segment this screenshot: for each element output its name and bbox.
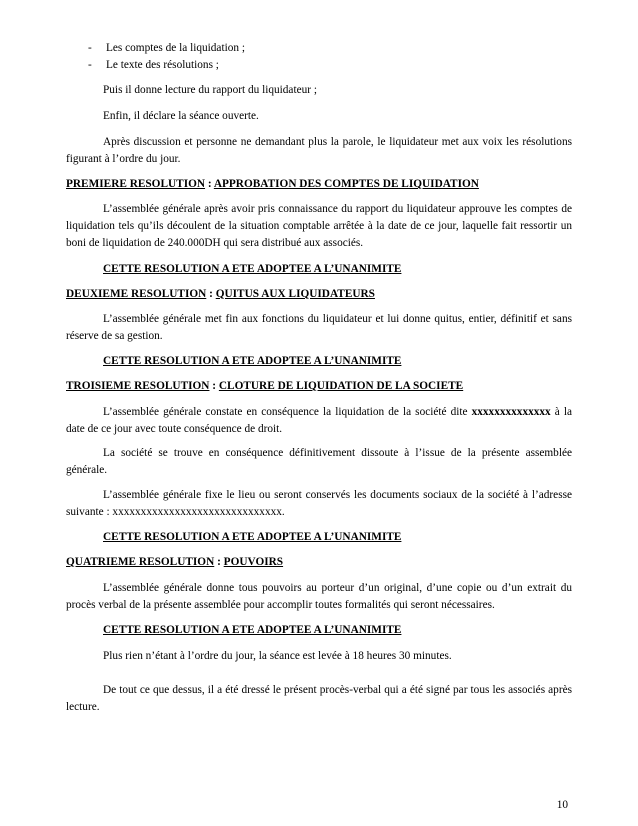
- body-text: à la date de ce jour avec toute conséquence de droit.: [66, 406, 572, 435]
- resolution-2-adopted: CETTE RESOLUTION A ETE ADOPTEE A L’UNANIMITE: [103, 355, 402, 367]
- resolution-4-label: QUATRIEME RESOLUTION: [66, 556, 215, 568]
- company-name: xxxxxxxxxxxxxx: [471, 406, 551, 418]
- bullet-text: Les comptes de la liquidation ;: [106, 42, 245, 54]
- bullet-dash: -: [88, 42, 92, 54]
- heading-separator: :: [214, 556, 224, 568]
- resolution-3-body-dissolution: La société se trouve en conséquence définitivement dissoute à l’issue de la présente assemblée générale.: [66, 447, 572, 476]
- resolution-4-title: POUVOIRS: [223, 556, 284, 568]
- body-text: L’assemblée générale constate en conséquence la liquidation de la société dite: [103, 406, 472, 418]
- intro-paragraph-ouverture: Enfin, il déclare la séance ouverte.: [103, 110, 259, 122]
- resolution-2-body: L’assemblée générale met fin aux fonctions du liquidateur et lui donne quitus, entier, définitif et sans réserve de sa gestion.: [66, 313, 572, 342]
- resolution-3-title: CLOTURE DE LIQUIDATION DE LA SOCIETE: [218, 380, 464, 392]
- resolution-2-title: QUITUS AUX LIQUIDATEURS: [215, 288, 375, 300]
- resolution-1-adopted: CETTE RESOLUTION A ETE ADOPTEE A L’UNANIMITE: [103, 263, 402, 275]
- resolution-3-body-liquidation: [66, 404, 572, 438]
- intro-paragraph-lecture: Puis il donne lecture du rapport du liquidateur ;: [103, 84, 317, 96]
- heading-separator: :: [209, 380, 219, 392]
- closing-paragraph-seance: Plus rien n’étant à l’ordre du jour, la séance est levée à 18 heures 30 minutes.: [103, 650, 452, 662]
- resolution-1-label: PREMIERE RESOLUTION: [66, 178, 206, 190]
- resolution-4-body: L’assemblée générale donne tous pouvoirs au porteur d’un original, d’une copie ou d’un extrait du procès verbal de la présente assemblée pour accomplir toutes formalités qui seront nécessaires.: [66, 582, 572, 611]
- resolution-3-body-documents: L’assemblée générale fixe le lieu ou seront conservés les documents sociaux de la société à l’adresse suivante : xxxxxxxxxxxxxxxxxxxxxxxxxxxxxx.: [66, 489, 572, 518]
- resolution-1-title: APPROBATION DES COMPTES DE LIQUIDATION: [213, 178, 479, 190]
- intro-paragraph-discussion: Après discussion et personne ne demandant plus la parole, le liquidateur met aux voix les résolutions figurant à l’ordre du jour.: [66, 136, 572, 165]
- closing-paragraph-proces-verbal: De tout ce que dessus, il a été dressé le présent procès-verbal qui a été signé par tous les associés après lecture.: [66, 684, 572, 713]
- resolution-3-heading: [66, 378, 463, 395]
- resolution-1-body: L’assemblée générale après avoir pris connaissance du rapport du liquidateur approuve les comptes de liquidation tels qu’ils découlent de la situation comptable arrêtée à la date de ce jour, laquelle fait ressortir un boni de liquidation de 240.000DH qui sera distribué aux associés.: [66, 203, 572, 249]
- resolution-3-adopted: CETTE RESOLUTION A ETE ADOPTEE A L’UNANIMITE: [103, 531, 402, 543]
- heading-separator: :: [205, 178, 214, 190]
- bullet-text: Le texte des résolutions ;: [106, 59, 219, 71]
- resolution-1-heading: [66, 176, 479, 193]
- bullet-dash: -: [88, 59, 92, 71]
- resolution-2-heading: [66, 286, 375, 303]
- page-number: 10: [556, 799, 568, 811]
- heading-separator: :: [206, 288, 216, 300]
- resolution-2-label: DEUXIEME RESOLUTION: [66, 288, 207, 300]
- resolution-4-adopted: CETTE RESOLUTION A ETE ADOPTEE A L’UNANIMITE: [103, 624, 402, 636]
- resolution-3-label: TROISIEME RESOLUTION: [66, 380, 210, 392]
- resolution-4-heading: [66, 554, 283, 571]
